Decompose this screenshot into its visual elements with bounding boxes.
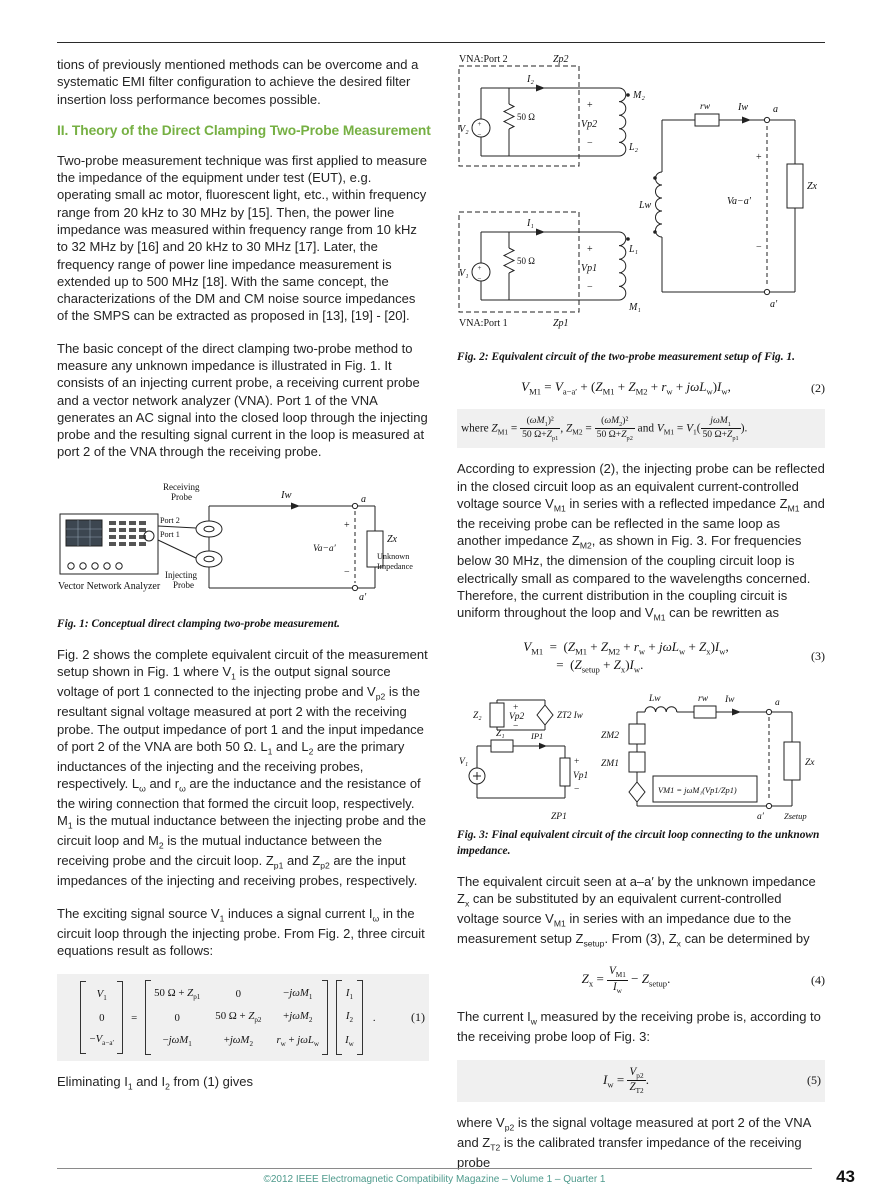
fig2-vp2-minus: − [587, 138, 593, 149]
fig2-v2-label: V₂ [459, 124, 469, 135]
fig2-l2-label: L₂ [629, 142, 639, 153]
fig3-vm1-label: VM1 = jωM₁(Vp1/Zp1) [658, 786, 737, 796]
figure-3-caption: Fig. 3: Final equivalent circuit of the circuit loop connecting to the unknown impedance. [457, 829, 820, 857]
fig2-iw-label: Iw [738, 102, 748, 113]
fig2-l1-label: L₁ [629, 244, 639, 255]
figure-3-diagram [457, 686, 825, 822]
fig2-vna-port1-label: VNA:Port 1 [459, 318, 508, 329]
equation-2-body: $V_{M1} = V_{a-a'} + (Z_{M1} + Z_{M2} + r_w + j\omega L_w)I_w$, [521, 379, 731, 397]
matrix-cell: +jωM$_2$ [223, 1033, 253, 1048]
fig1-zx-label: Zx [387, 533, 397, 545]
matrix-cell: +jωM$_2$ [283, 1010, 313, 1025]
fig2-m1-label: M₁ [629, 302, 641, 313]
equation-5-body: $I_w$ = $\frac{V_{p2}}{Z_{T2}}$ . [603, 1065, 649, 1096]
fig3-z2-label: Z₂ [473, 711, 482, 722]
matrix-cell: 0 [174, 1011, 180, 1024]
fig2-vp2-label: Vp2 [581, 119, 598, 130]
fig1-plus-sign: + [344, 519, 350, 531]
fig1-receiving-label: Receiving [163, 481, 200, 492]
fig2-vp2-plus: + [587, 100, 593, 111]
fig2-i1-label: I₁ [527, 218, 534, 229]
paragraph-history: Two-probe measurement technique was first applied to measure the impedance of the equipment under test (EUT), e.g. operating small ac motor, fluorescent light, etc., within frequency range from 20 kHz to 30 MHz by [15]. Then, the power line impedance was measured within frequency range from 10 kHz to 32 MHz by [16] and 20 kHz to 30 MHz [17]. Later, the frequency range of power line impedance measurement is extended up to 500 MHz [18]. With the same concept, the characterizations of the DM and CM noise source impedances of the SMPS can be extracted as proposed in [13], [19] - [20]. [57, 152, 427, 324]
fig2-v1-minus: − [477, 275, 482, 283]
equation-2 [457, 379, 825, 397]
fig2-vp1-label: Vp1 [581, 263, 598, 274]
fig3-node-a-prime-label: a′ [757, 812, 764, 823]
fig3-iw-label: Iw [725, 695, 735, 706]
right-column [457, 50, 825, 1186]
equation-5 [457, 1060, 825, 1102]
fig3-zsetup-label: Zsetup [784, 811, 807, 822]
fig1-impedance-label: Impedance [377, 561, 413, 571]
fig1-injecting-label2: Probe [173, 579, 194, 590]
paragraph-eliminating: Eliminating $I_1$ and $I_2$ from (1) gives [57, 1073, 253, 1092]
fig2-v1-label: V₁ [459, 268, 469, 279]
fig2-node-a-label: a [773, 104, 778, 115]
fig2-lw-label: Lw [639, 200, 652, 211]
fig3-zt2iw-label: ZT2 Iw [557, 710, 583, 721]
equation-1-period: . [372, 1011, 376, 1024]
fig2-50ohm-top-label: 50 Ω [517, 112, 535, 122]
equation-4-number: (4) [811, 972, 825, 987]
fig3-vp2-plus: + [513, 703, 519, 714]
figure-2-diagram [457, 52, 825, 344]
fig1-vna-label: Vector Network Analyzer [58, 580, 161, 592]
matrix-cell: −jωM$_1$ [162, 1033, 192, 1048]
top-rule [57, 42, 825, 43]
fig3-rw-label: rw [698, 694, 709, 705]
equation-1-matrix [145, 980, 328, 1054]
matrix-cell: 0 [99, 1011, 105, 1024]
fig1-port1-label: Port 1 [160, 529, 180, 539]
equation-1-body [61, 980, 395, 1054]
fig3-vp2-minus: − [513, 722, 519, 733]
fig2-zp1-label: Zp1 [553, 318, 569, 329]
matrix-cell: 50 $\Omega + Z_{p1}$ [154, 987, 201, 1002]
matrix-cell: $-V_{a-a'}$ [89, 1032, 115, 1047]
figure-2 [457, 52, 825, 344]
matrix-cell: 50 $\Omega + Z_{p2}$ [215, 1010, 262, 1025]
figure-1-diagram [57, 476, 429, 611]
fig2-v2-minus: − [477, 131, 482, 139]
equation-3 [457, 639, 825, 674]
paragraph-continuation: tions of previously mentioned methods can be overcome and a systematic EMI filter configuration to achieve the desired filter insertion loss performance becomes possible. [57, 57, 419, 107]
fig3-zm2-label: ZM2 [601, 731, 619, 742]
fig2-v2-plus: + [477, 120, 482, 128]
fig3-ip1-label: IP1 [531, 731, 544, 742]
fig3-node-a-label: a [775, 698, 780, 709]
figure-1 [57, 476, 429, 611]
matrix-cell: $I_w$ [345, 1033, 354, 1048]
fig2-i2-label: I₂ [527, 74, 534, 85]
equation-3-number: (3) [811, 649, 825, 664]
equation-1-number: (1) [411, 1010, 425, 1024]
fig3-v1-label: V₁ [459, 757, 469, 768]
matrix-cell: −jωM$_1$ [283, 987, 313, 1002]
paragraph-reflected-impedance: According to expression (2), the injecting probe can be reflected in the closed circuit loop as an equivalent current-controlled voltage source $V_{M1}$ in series with a reflected impedance $Z_{M1}$ and the receiving probe can be reflected in the same loop as another impedance $Z_{M2}$, as shown in Fig. 3. For frequencies below 30 MHz, the dimension of the coupling circuit loop is electrically small as compared to the wavelengths concerned. Therefore, the current distribution in the coupling circuit is uniform throughout the loop and $V_{M1}$ can be rewritten as [457, 461, 825, 623]
fig2-vna-port2-label: VNA:Port 2 [459, 54, 508, 65]
fig3-z1-label: Z₁ [496, 729, 505, 740]
fig2-labels [459, 54, 818, 329]
fig3-zm1-label: ZM1 [601, 759, 619, 770]
fig2-vaa-plus: + [756, 152, 762, 163]
figure-3 [457, 686, 825, 822]
fig2-vaa-label: Va−a′ [727, 196, 751, 207]
equals-sign: = [131, 1011, 138, 1024]
equation-3-line1: $V_{M1} = (Z_{M1} + Z_{M2} + r_w + j\omega L_w + Z_x)I_w$, [523, 639, 729, 657]
equation-1-rhs-vector [336, 980, 363, 1054]
paragraph-fig2-description: Fig. 2 shows the complete equivalent circuit of the measurement setup shown in Fig. 1 where $V_1$ is the output signal source voltage of port 1 connected to the injecting probe and $V_{p2}$ is the resultant signal voltage measured at port 2 with the receiving probe. The output impedance of port 1 and the input impedance of port 2 of the VNA are both 50 Ω. $L_1$ and $L_2$ are the primary inductances of the injecting and the receiving probes, respectively. $L_\omega$ and $r_\omega$ are the inductance and the resistance of the wiring connection that formed the circuit loop, respectively. $M_1$ is the mutual inductance between the injecting probe and the circuit loop and $M_2$ is the mutual inductance between the receiving probe and the circuit loop. $Z_{p1}$ and $Z_{p2}$ are the input impedances of the injecting and receiving probes, respectively. [57, 647, 428, 889]
fig1-node-a-prime-label: a′ [359, 591, 367, 603]
equation-2-where-clause: where $Z_{M1}$ = $\frac{(\omega M_1)^2}{50 \Omega+Z_{p1}}$ , $Z_{M2}$ = $\frac{(\omega M_2)^2}{50 \Omega+Z_{p2}}$ and $V_{M1} = V_1$( $\frac{j\omega M_1}{50 \Omega+Z_{p1}}$ ). [457, 409, 825, 448]
fig2-50ohm-bottom-label: 50 Ω [517, 256, 535, 266]
fig1-minus-sign: − [344, 566, 350, 578]
matrix-cell: $V_1$ [96, 988, 107, 1003]
fig2-node-a-prime-label: a′ [770, 299, 778, 310]
equation-4-body: $Z_x$ = $\frac{V_{M1}}{I_w}$ − $Z_{setup}$. [581, 965, 671, 996]
fig1-node-a-label: a [361, 493, 366, 505]
matrix-cell: $I_2$ [345, 1010, 354, 1025]
equation-3-body [457, 639, 795, 674]
equation-3-line2: = $(Z_{setup} + Z_x)I_w$. [556, 656, 644, 675]
vna-buttons [109, 521, 146, 546]
fig1-receiving-label2: Probe [171, 491, 192, 502]
footer-rule [57, 1168, 812, 1169]
fig2-m2-label: M₂ [633, 90, 645, 101]
matrix-cell: $r_w + j\omega L_w$ [276, 1033, 320, 1048]
page-number: 43 [836, 1167, 855, 1186]
fig1-port2-label: Port 2 [160, 515, 180, 525]
equation-2-number: (2) [811, 380, 825, 395]
fig2-shapes [459, 66, 803, 312]
equation-1-lhs-vector [80, 981, 123, 1053]
fig2-vp1-minus: − [587, 282, 593, 293]
equation-1 [57, 974, 429, 1060]
fig3-vp2-label: Vp2 [509, 712, 525, 723]
fig2-vp1-plus: + [587, 244, 593, 255]
fig1-vaa-label: Va−a′ [313, 543, 336, 554]
paragraph-basic-concept: The basic concept of the direct clamping two-probe method to measure any unknown impedance is illustrated in Fig. 1. It consists of an injecting current probe, a receiving current probe and a vector network analyzer (VNA). Port 1 of the VNA generates an AC signal into the closed loop through the injecting probe and the resulting signal current in the loop is measured at port 2 of the VNA through the receiving probe. [57, 340, 428, 460]
fig1-iw-label: Iw [281, 489, 292, 501]
fig3-lw-label: Lw [649, 694, 661, 705]
section-heading: II. Theory of the Direct Clamping Two-Probe Measurement [57, 122, 431, 138]
left-column [57, 56, 429, 1108]
fig2-v1-plus: + [477, 264, 482, 272]
paragraph-where-vp2: where $V_{p2}$ is the signal voltage measured at port 2 of the VNA and $Z_{T2}$ is the calibrated transfer impedance of the receiving probe [457, 1114, 811, 1170]
paragraph-equivalent-circuit: The equivalent circuit seen at a–a′ by the unknown impedance $Z_x$ can be substituted by an equivalent current-controlled voltage source $V_{M1}$ in series with an impedance due to the measurement setup $Z_{setup}$. From (3), $Z_x$ can be determined by [457, 874, 816, 949]
fig2-zx-label: Zx [807, 181, 817, 192]
fig3-vp1-plus: + [574, 757, 580, 768]
matrix-cell: 0 [235, 988, 242, 1001]
fig2-rw-label: rw [700, 102, 711, 112]
fig2-vaa-minus: − [756, 242, 762, 253]
equation-4 [457, 965, 825, 995]
matrix-cell: $I_1$ [345, 987, 354, 1002]
fig1-unknown-label: Unknown [377, 551, 410, 561]
fig2-zp2-label: Zp2 [553, 54, 569, 65]
fig3-zx-label: Zx [805, 758, 815, 769]
equation-5-number: (5) [807, 1073, 821, 1088]
fig1-injecting-label: Injecting [165, 569, 197, 580]
paragraph-current-iw: The current $I_w$ measured by the receiving probe is, according to the receiving probe loop of Fig. 3: [457, 1008, 821, 1044]
fig3-zp1-label: ZP1 [551, 812, 567, 823]
figure-2-caption: Fig. 2: Equivalent circuit of the two-probe measurement setup of Fig. 1. [457, 351, 795, 363]
fig3-vp1-minus: − [574, 785, 580, 796]
paragraph-exciting-source: The exciting signal source $V_1$ induces a signal current $I_\omega$ in the circuit loop through the injecting probe. From Fig. 2, three circuit equations result as follows: [57, 905, 425, 958]
figure-1-caption: Fig. 1: Conceptual direct clamping two-probe measurement. [57, 617, 340, 630]
fig3-vp1-label: Vp1 [573, 771, 589, 782]
footer-text: ©2012 IEEE Electromagnetic Compatibility Magazine – Volume 1 – Quarter 1 [263, 1174, 606, 1185]
